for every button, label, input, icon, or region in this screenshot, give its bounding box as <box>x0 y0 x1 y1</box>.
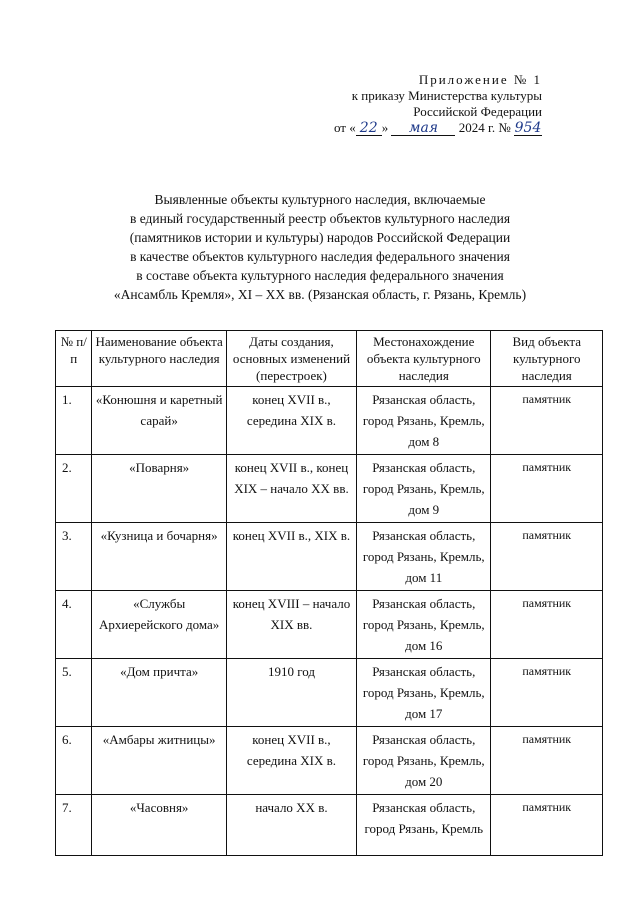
cell-name: «Поварня» <box>92 455 226 523</box>
cell-kind: памятник <box>491 795 603 856</box>
cell-location: Рязанская область, город Рязань, Кремль, дом 9 <box>357 455 491 523</box>
order-number-handwritten: 954 <box>514 120 542 136</box>
cell-location: Рязанская область, город Рязань, Кремль <box>357 795 491 856</box>
cell-dates: конец XVII в., середина XIX в. <box>226 387 356 455</box>
cell-location: Рязанская область, город Рязань, Кремль, дом 16 <box>357 591 491 659</box>
appendix-date-line <box>302 120 542 136</box>
header-location: Местонахождение объекта культурного наследия <box>357 331 491 387</box>
cell-location: Рязанская область, город Рязань, Кремль, дом 11 <box>357 523 491 591</box>
cell-name: «Конюшня и каретный сарай» <box>92 387 226 455</box>
cell-name: «Амбары житницы» <box>92 727 226 795</box>
cell-dates: 1910 год <box>226 659 356 727</box>
cell-location: Рязанская область, город Рязань, Кремль, дом 20 <box>357 727 491 795</box>
title-line: в качестве объектов культурного наследия федерального значения <box>130 249 510 264</box>
cell-kind: памятник <box>491 727 603 795</box>
cell-name: «Дом причта» <box>92 659 226 727</box>
document-title <box>60 190 580 304</box>
cell-dates: конец XVII в., XIX в. <box>226 523 356 591</box>
title-line: в единый государственный реестр объектов культурного наследия <box>129 211 511 226</box>
header-name: Наименование объекта культурного наследия <box>92 331 226 387</box>
cell-num: 3. <box>56 523 92 591</box>
table-row <box>56 659 603 727</box>
cell-location: Рязанская область, город Рязань, Кремль, дом 8 <box>357 387 491 455</box>
cell-kind: памятник <box>491 591 603 659</box>
date-prefix: от « <box>333 120 356 135</box>
table-row <box>56 455 603 523</box>
title-line: (памятников истории и культуры) народов Российской Федерации <box>129 230 511 245</box>
title-line: в составе объекта культурного наследия федерального значения <box>136 268 504 283</box>
cell-name: «Службы Архиерейского дома» <box>92 591 226 659</box>
cell-num: 7. <box>56 795 92 856</box>
date-day-handwritten: 22 <box>356 121 382 136</box>
table-row <box>56 727 603 795</box>
cell-num: 6. <box>56 727 92 795</box>
cell-kind: памятник <box>491 455 603 523</box>
cell-kind: памятник <box>491 523 603 591</box>
cell-kind: памятник <box>491 387 603 455</box>
cell-location: Рязанская область, город Рязань, Кремль, дом 17 <box>357 659 491 727</box>
cell-kind: памятник <box>491 659 603 727</box>
cell-name: «Кузница и бочарня» <box>92 523 226 591</box>
cell-dates: конец XVII в., середина XIX в. <box>226 727 356 795</box>
title-line: Выявленные объекты культурного наследия, включаемые <box>154 192 486 207</box>
table-row <box>56 387 603 455</box>
cell-num: 4. <box>56 591 92 659</box>
header-dates: Даты создания, основных изменений (перестроек) <box>226 331 356 387</box>
table-row <box>56 591 603 659</box>
title-line: «Ансамбль Кремля», XI – XX вв. (Рязанская область, г. Рязань, Кремль) <box>113 287 527 302</box>
cell-num: 2. <box>56 455 92 523</box>
cell-name: «Часовня» <box>92 795 226 856</box>
cell-num: 5. <box>56 659 92 727</box>
cell-dates: конец XVII в., конец XIX – начало XX вв. <box>226 455 356 523</box>
date-mid: » <box>381 120 389 135</box>
header-kind: Вид объекта культурного наследия <box>491 331 603 387</box>
appendix-block <box>302 72 542 136</box>
header-num: № п/п <box>56 331 92 387</box>
cell-dates: начало XX в. <box>226 795 356 856</box>
date-year-part: 2024 г. № <box>458 120 511 135</box>
cell-num: 1. <box>56 387 92 455</box>
date-month-handwritten: мая <box>391 121 455 136</box>
appendix-heading: Приложение № 1 <box>418 72 542 87</box>
cell-dates: конец XVIII – начало XIX вв. <box>226 591 356 659</box>
table-header-row <box>56 331 603 387</box>
appendix-order-ref: к приказу Министерства культуры <box>351 88 542 103</box>
table-row <box>56 795 603 856</box>
table-row <box>56 523 603 591</box>
heritage-objects-table <box>55 330 603 856</box>
appendix-ministry: Российской Федерации <box>413 104 542 119</box>
